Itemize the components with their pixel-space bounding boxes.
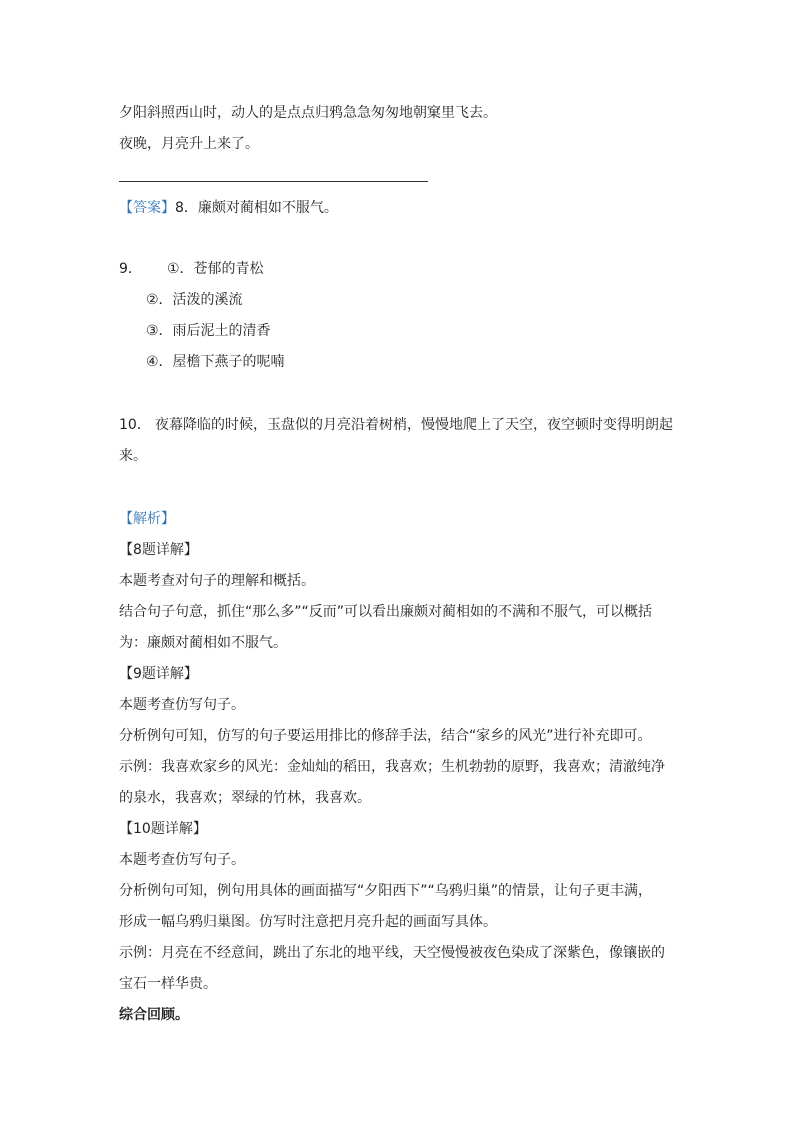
answer-q9-row1 — [119, 259, 264, 279]
answer-q8 — [119, 198, 338, 218]
q9-line-1: 本题考查仿写句子。 — [119, 697, 245, 713]
answer-q10-number: 10． — [119, 417, 151, 433]
q9-line-2: 分析例句可知，仿写的句子要运用排比的修辞手法，结合“家乡的风光”进行补充即可。 — [119, 728, 652, 744]
top-sentence-2: 夜晚，月亮升上来了。 — [119, 136, 259, 152]
answer-tag: 【答案】 — [119, 200, 175, 216]
q10-line-5: 宝石一样华贵。 — [119, 976, 217, 992]
top-sentence-1: 夕阳斜照西山时，动人的是点点归鸦急急匆匆地朝窠里飞去。 — [119, 105, 497, 121]
q10-line-1: 本题考查仿写句子。 — [119, 852, 245, 868]
answer-q9-number: 9． — [119, 261, 142, 277]
q8-line-2: 结合句子句意，抓住“那么多”“反而”可以看出廉颇对蔺相如的不满和不服气，可以概括 — [119, 604, 653, 620]
q10-line-2: 分析例句可知，例句用具体的画面描写“夕阳西下”“乌鸦归巢”的情景，让句子更丰满， — [119, 883, 653, 899]
q10-line-4: 示例：月亮在不经意间，跳出了东北的地平线，天空慢慢被夜色染成了深紫色，像镶嵌的 — [119, 945, 665, 961]
answer-q10-text-1: 夜幕降临的时候，玉盘似的月亮沿着树梢，慢慢地爬上了天空，夜空顿时变得明朗起 — [155, 417, 673, 433]
q9-line-3: 示例：我喜欢家乡的风光：金灿灿的稻田，我喜欢；生机勃勃的原野，我喜欢；清澈纯净 — [119, 759, 665, 775]
q10-line-3: 形成一幅乌鸦归巢图。仿写时注意把月亮升起的画面写具体。 — [119, 914, 497, 930]
q9-heading: 【9题详解】 — [119, 666, 198, 682]
answer-blank-line — [119, 181, 428, 182]
answer-q10-line2: 来。 — [119, 448, 147, 464]
q8-line-3: 为：廉颇对蔺相如不服气。 — [119, 635, 287, 651]
section-title: 综合回顾。 — [119, 1007, 189, 1023]
answer-q9-item-4: ④．屋檐下燕子的呢喃 — [146, 354, 285, 370]
answer-q9-item-3: ③．雨后泥土的清香 — [146, 323, 271, 339]
q8-heading: 【8题详解】 — [119, 542, 198, 558]
answer-q9-item-1: ①．苍郁的青松 — [167, 261, 264, 277]
q10-heading: 【10题详解】 — [119, 821, 207, 837]
q9-line-4: 的泉水，我喜欢；翠绿的竹林，我喜欢。 — [119, 790, 371, 806]
q8-line-1: 本题考查对句子的理解和概括。 — [119, 573, 315, 589]
analysis-tag: 【解析】 — [119, 511, 175, 527]
answer-q9-item-2: ②．活泼的溪流 — [146, 292, 243, 308]
answer-q8-text: 8．廉颇对蔺相如不服气。 — [175, 200, 338, 216]
answer-q10-line1 — [119, 415, 673, 435]
